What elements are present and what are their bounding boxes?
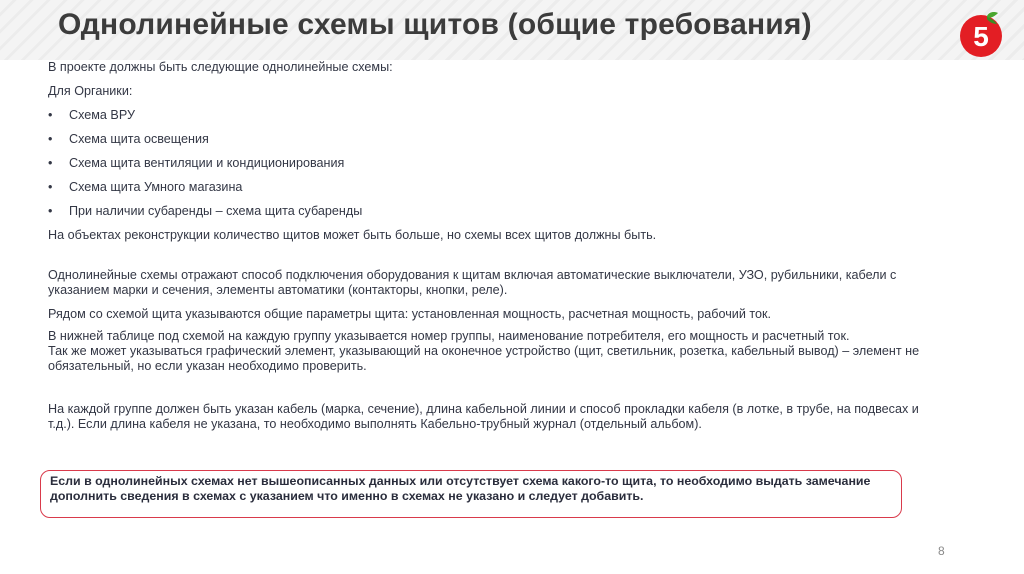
list-item bbox=[48, 204, 948, 219]
list-item bbox=[48, 156, 948, 171]
bullet-icon: • bbox=[48, 108, 53, 122]
page-number: 8 bbox=[938, 544, 945, 558]
notice-text: Если в однолинейных схемах нет вышеописанных данных или отсутствует схема какого-то щита, то необходимо выдать замечание дополнить сведения в схемах с указанием что именно в схемах не указано и следует добавить. bbox=[50, 474, 871, 503]
list-item-text: Схема щита освещения bbox=[69, 132, 209, 146]
paragraph-cable: На каждой группе должен быть указан кабель (марка, сечение), длина кабельной линии и способ прокладки кабеля (в лотке, в трубе, на подвесах и т.д.). Если длина кабеля не указана, то необходимо выполнять Кабельно-трубный журнал (отдельный альбом). bbox=[48, 402, 919, 431]
list-item-text: Схема щита вентиляции и кондиционирования bbox=[69, 156, 345, 170]
list-item bbox=[48, 180, 948, 195]
bullet-icon: • bbox=[48, 156, 53, 170]
bullet-icon: • bbox=[48, 204, 53, 218]
paragraph-connection: Однолинейные схемы отражают способ подключения оборудования к щитам включая автоматические выключатели, УЗО, рубильники, кабели с указанием марки и сечения, элементы автоматики (контакторы, кнопки, реле). bbox=[48, 268, 897, 297]
list-item-text: Схема ВРУ bbox=[69, 108, 135, 122]
pyaterochka-logo bbox=[958, 12, 1004, 58]
list-item bbox=[48, 132, 948, 147]
group-label: Для Органики: bbox=[48, 84, 133, 98]
bullet-icon: • bbox=[48, 180, 53, 194]
bullet-icon: • bbox=[48, 132, 53, 146]
page-title: Однолинейные схемы щитов (общие требования) bbox=[58, 8, 812, 41]
logo-text: 5 bbox=[973, 21, 989, 52]
reconstruction-note: На объектах реконструкции количество щитов может быть больше, но схемы всех щитов должны быть. bbox=[48, 228, 657, 242]
list-item-text: При наличии субаренды – схема щита субаренды bbox=[69, 204, 363, 218]
paragraph-table-line2: Так же может указываться графический элемент, указывающий на оконечное устройство (щит, светильник, розетка, кабельный вывод) – элемент не обязательный, но если указан необходимо проверить. bbox=[48, 344, 920, 373]
slide-content bbox=[48, 58, 948, 432]
paragraph-table-line1: В нижней таблице под схемой на каждую группу указывается номер группы, наименование потребителя, его мощность и расчетный ток. bbox=[48, 329, 850, 343]
list-item-text: Схема щита Умного магазина bbox=[69, 180, 243, 194]
notice-box bbox=[40, 470, 902, 518]
paragraph-parameters: Рядом со схемой щита указываются общие параметры щита: установленная мощность, расчетная мощность, рабочий ток. bbox=[48, 307, 772, 321]
intro-text: В проекте должны быть следующие однолинейные схемы: bbox=[48, 60, 393, 74]
list-item bbox=[48, 108, 948, 123]
